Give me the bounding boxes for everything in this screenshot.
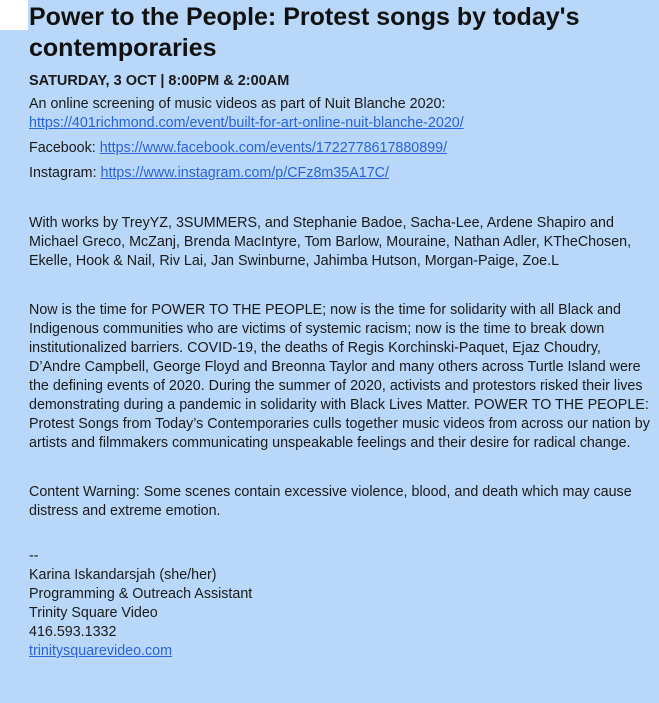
event-title: Power to the People: Protest songs by today's contemporaries xyxy=(29,3,580,62)
instagram-link[interactable]: https://www.instagram.com/p/CFz8m35A17C/ xyxy=(100,165,389,181)
instagram-line xyxy=(29,164,651,183)
signature-phone: 416.593.1332 xyxy=(29,624,117,640)
works-paragraph: With works by TreyYZ, 3SUMMERS, and Stephanie Badoe, Sacha-Lee, Ardene Shapiro and Michael Greco, McZanj, Brenda MacIntyre, Tom Barlow, Mouraine, Nathan Adler, KTheChosen, Ekelle, Hook & Nail, Riv Lai, Jan Swinburne, Jahimba Hutson, Morgan-Paige, Zoe.L xyxy=(29,215,632,269)
event-date-time: SATURDAY, 3 OCT | 8:00PM & 2:00AM xyxy=(29,73,290,89)
description-text: An online screening of music videos as part of Nuit Blanche 2020: xyxy=(29,96,446,112)
event-link[interactable]: https://401richmond.com/event/built-for-art-online-nuit-blanche-2020/ xyxy=(29,115,464,131)
instagram-label: Instagram: xyxy=(29,165,101,181)
event-description xyxy=(29,95,651,133)
signature-name: Karina Iskandarsjah (she/her) xyxy=(29,567,217,583)
facebook-label: Facebook: xyxy=(29,140,100,156)
signature-website-line xyxy=(29,642,651,661)
facebook-line xyxy=(29,139,651,158)
statement-paragraph: Now is the time for POWER TO THE PEOPLE; now is the time for solidarity with all Black and Indigenous communities who are victims of systemic racism; now is the time to break down institutionalized barriers. COVID-19, the deaths of Regis Korchinski-Paquet, Ejaz Choudry, D’Andre Campbell, George Floyd and Breonna Taylor and many others across Turtle Island were the defining events of 2020. During the summer of 2020, activists and protestors risked their lives demonstrating during a pandemic in solidarity with Black Lives Matter. POWER TO THE PEOPLE: Protest Songs from Today’s Contemporaries culls together music videos from across our nation by artists and filmmakers communicating unspeakable feelings and their desire for radical change. xyxy=(29,302,650,451)
signature-website-link[interactable]: trinitysquarevideo.com xyxy=(29,643,173,659)
facebook-link[interactable]: https://www.facebook.com/events/1722778617880899/ xyxy=(99,140,448,156)
email-signature xyxy=(29,547,651,661)
signature-organization: Trinity Square Video xyxy=(29,605,158,621)
signature-separator: -- xyxy=(29,548,39,564)
corner-patch xyxy=(0,0,28,30)
content-warning: Content Warning: Some scenes contain excessive violence, blood, and death which may cause distress and extreme emotion. xyxy=(29,484,632,519)
signature-role: Programming & Outreach Assistant xyxy=(29,586,253,602)
event-details xyxy=(29,2,651,661)
